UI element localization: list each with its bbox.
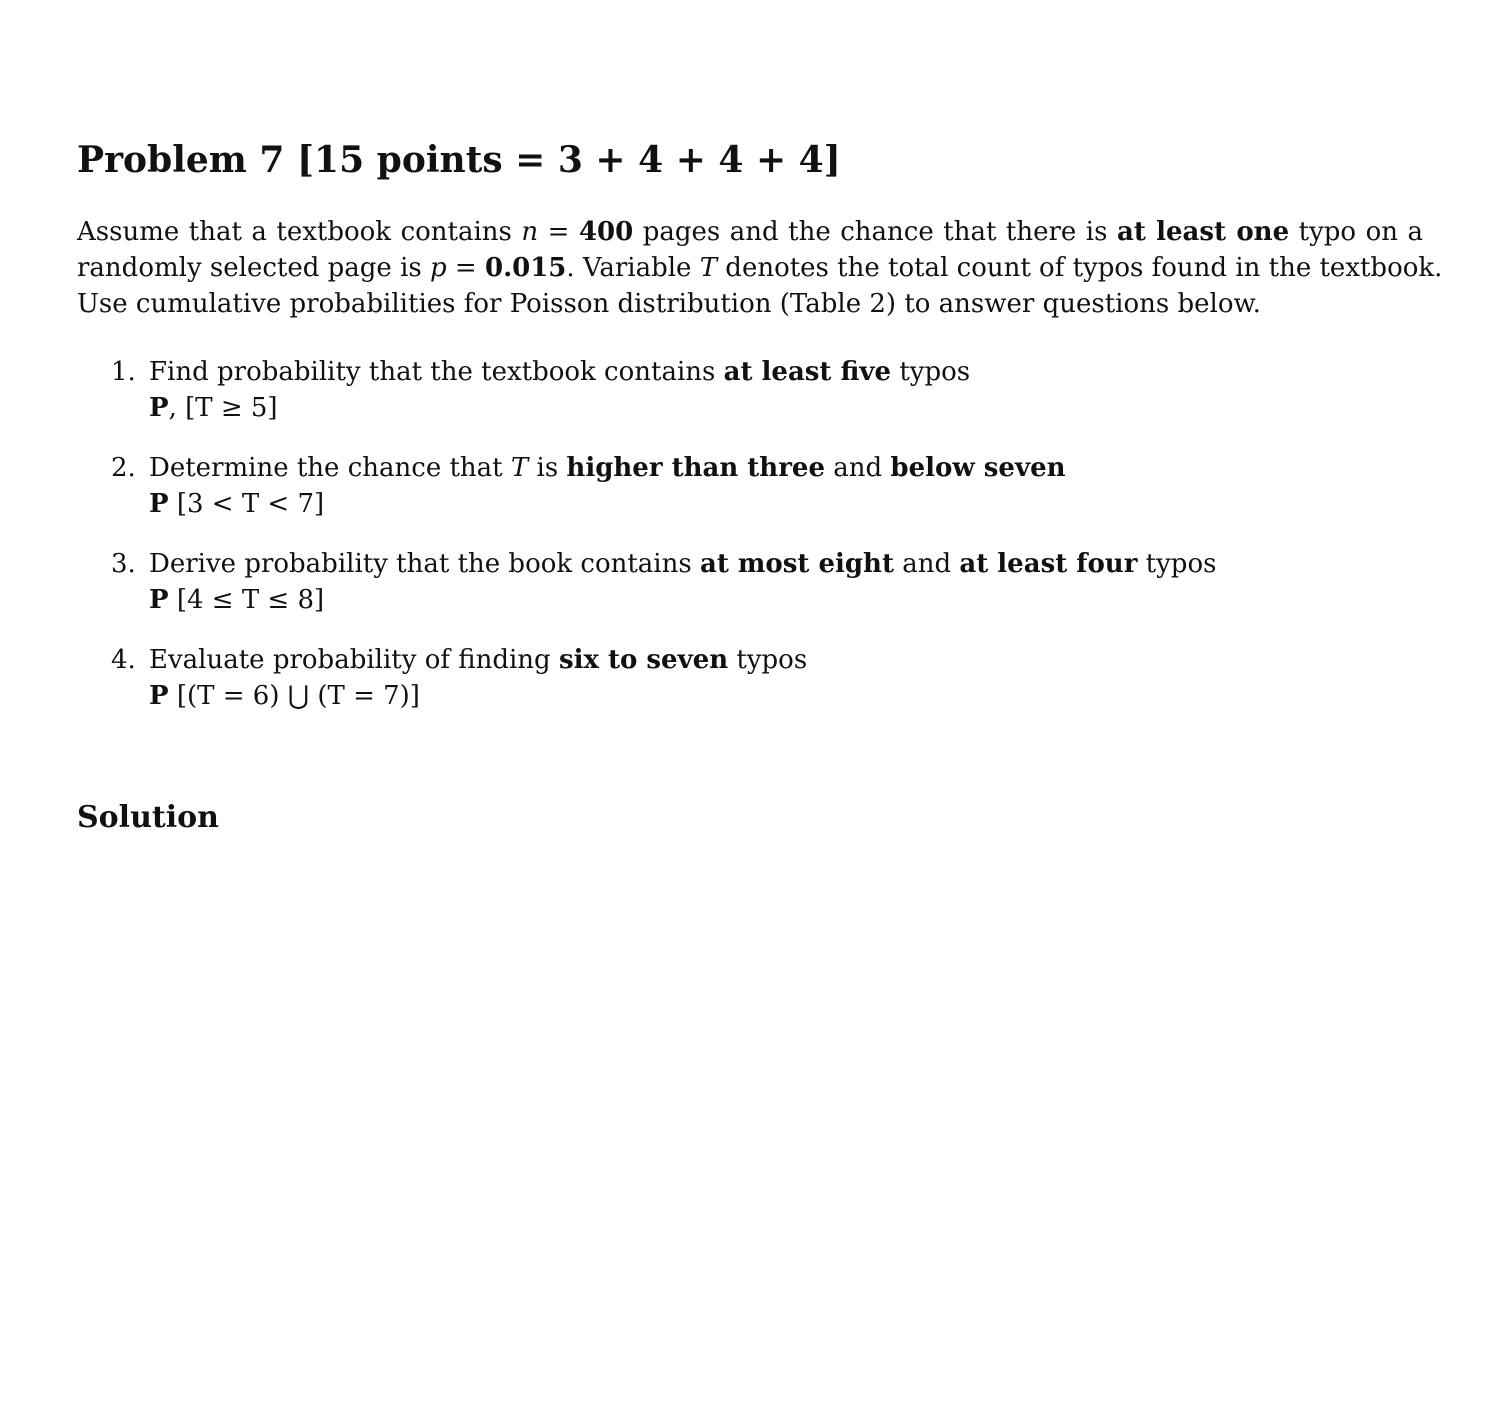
intro-line-3: Use cumulative probabilities for Poisson distribution (Table 2) to answer questions below. — [77, 289, 1261, 319]
probability-symbol: P — [149, 681, 169, 711]
question-emphasis: higher than three — [566, 453, 825, 483]
question-expression — [149, 486, 1423, 522]
intro-text: = — [538, 217, 579, 247]
question-emphasis: below seven — [890, 453, 1066, 483]
problem-intro — [77, 214, 1443, 322]
problem-title: Problem 7 [15 points = 3 + 4 + 4 + 4] — [77, 139, 841, 181]
intro-text: typo on a — [1289, 217, 1423, 247]
expression-body: , [T ≥ 5] — [168, 393, 278, 423]
probability-symbol: P — [149, 489, 169, 519]
probability-symbol: P — [149, 585, 169, 615]
emphasis-at-least-one: at least one — [1116, 217, 1290, 247]
question-expression — [149, 582, 1423, 618]
question-emphasis: at least four — [959, 549, 1138, 579]
question-expression — [149, 390, 1423, 426]
expression-body: [4 ≤ T ≤ 8] — [168, 585, 325, 615]
intro-text: Assume that a textbook contains — [77, 217, 522, 247]
intro-text: = — [446, 253, 485, 283]
variable-n: n — [521, 217, 539, 247]
question-text: typos — [1137, 549, 1217, 579]
question-item-2 — [77, 450, 1423, 522]
question-item-1 — [77, 354, 1423, 426]
question-emphasis: at most eight — [699, 549, 894, 579]
question-number: 2. — [111, 453, 136, 483]
solution-heading: Solution — [77, 800, 219, 835]
intro-text: pages and the chance that there is — [633, 217, 1117, 247]
question-number: 4. — [111, 645, 136, 675]
question-number: 1. — [111, 357, 136, 387]
variable-T: T — [699, 253, 718, 283]
expression-body: [(T = 6) ⋃ (T = 7)] — [168, 681, 420, 711]
intro-text: . Variable — [566, 253, 700, 283]
question-expression — [149, 678, 1423, 714]
question-text: is — [528, 453, 567, 483]
expression-body: [3 < T < 7] — [168, 489, 325, 519]
problem-section — [77, 132, 1443, 738]
n-value: 400 — [578, 217, 634, 247]
question-text: typos — [728, 645, 808, 675]
question-item-4 — [77, 642, 1423, 714]
intro-line-1 — [77, 214, 1423, 250]
probability-symbol: P — [149, 393, 169, 423]
intro-text: randomly selected page is — [77, 253, 430, 283]
question-list — [77, 354, 1423, 714]
intro-line-2 — [77, 250, 1443, 286]
question-emphasis: at least five — [723, 357, 892, 387]
question-emphasis: six to seven — [558, 645, 729, 675]
p-value: 0.015 — [484, 253, 567, 283]
variable-T: T — [510, 453, 529, 483]
question-text: and — [825, 453, 891, 483]
question-item-3 — [77, 546, 1423, 618]
question-text: Find probability that the textbook contains — [149, 357, 724, 387]
question-text: Evaluate probability of finding — [149, 645, 559, 675]
question-text: Determine the chance that — [149, 453, 511, 483]
question-number: 3. — [111, 549, 136, 579]
question-text: Derive probability that the book contains — [149, 549, 700, 579]
intro-text: denotes the total count of typos found in the textbook. — [717, 253, 1443, 283]
question-text: and — [893, 549, 960, 579]
variable-p: p — [430, 253, 447, 283]
question-text: typos — [891, 357, 971, 387]
